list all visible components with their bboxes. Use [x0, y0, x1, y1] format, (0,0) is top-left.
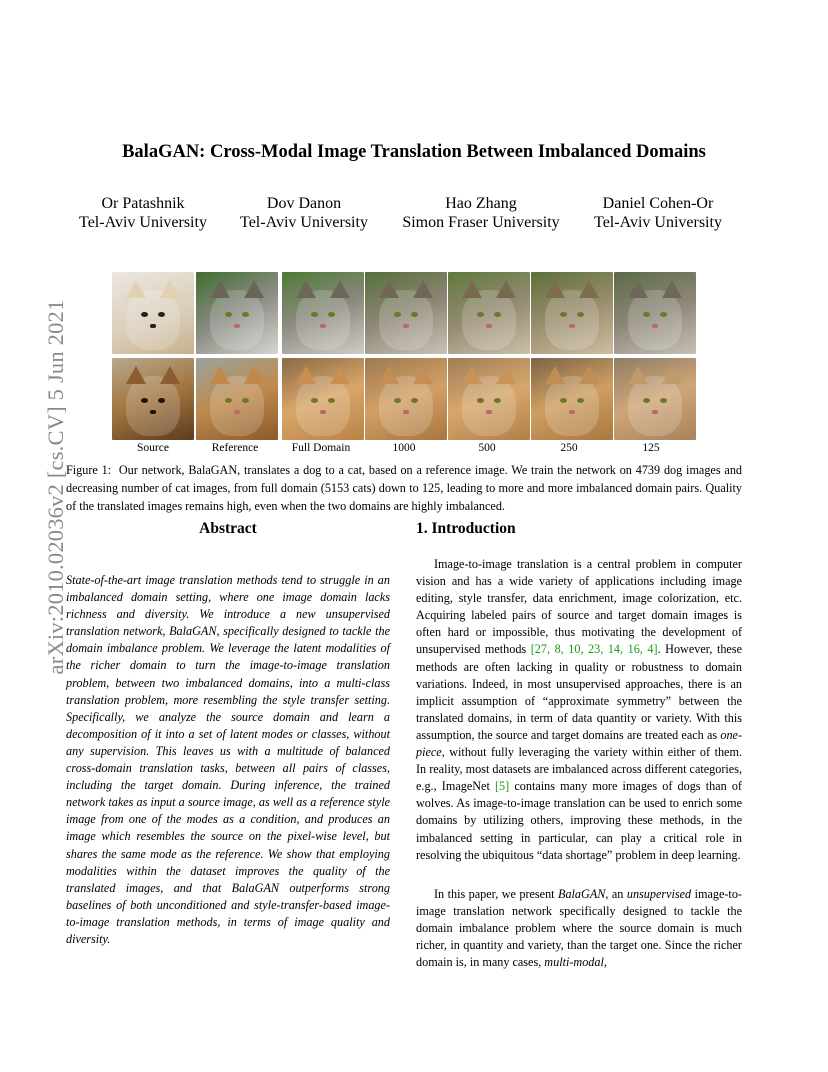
- intro-text: In this paper, we present: [434, 887, 558, 901]
- author-affiliation: Tel-Aviv University: [79, 214, 207, 231]
- figure-column-label: Full Domain: [291, 442, 351, 454]
- translated-cat-photo: [531, 272, 613, 354]
- arxiv-id: arXiv:2010.02036v2 [cs.CV] 5 Jun 2021: [43, 299, 68, 675]
- intro-text: ,: [603, 955, 607, 970]
- figure-column-label: 1000: [392, 442, 416, 454]
- author-affiliation: Tel-Aviv University: [594, 214, 722, 231]
- author-block: [563, 194, 753, 232]
- abstract-text: State-of-the-art image translation methods tend to struggle in an imbalanced domain setting, where one image domain lacks richness and diversity. We introduce a new unsupervised translation network, BalaGAN, specifically designed to tackle the domain imbalance problem. We leverage the latent modalities of the richer domain to turn the image-to-image translation problem, between two imbalanced domains, into a multi-class translation problem, more resembling the style transfer setting. Specifically, we analyze the source domain and learn a decomposition of it into a set of latent modes or classes, without any supervision. This leaves us with a multitude of balanced cross-domain translation tasks, between all pairs of classes, including the target domain. During inference, the trained network takes as input a source image, as well as a reference style image from one of the modes as a condition, and produces an image which resembles the source on the pixel-wise level, but shares the same mode as the reference. We show that employing modalities within the dataset improves the quality of the translated images, and that BalaGAN outperforms strong baselines of both unconditioned and style-transfer-based image-to-image translation methods, in terms of image quality and diversity.: [66, 573, 390, 946]
- author-name: Daniel Cohen-Or: [602, 195, 714, 212]
- source-dog-photo: [112, 358, 194, 440]
- figure-column-label: Reference: [211, 442, 259, 454]
- citation-link[interactable]: [27, 8, 10, 23, 14, 16, 4]: [530, 642, 658, 657]
- source-dog-photo: [112, 272, 194, 354]
- author-name: Or Patashnik: [101, 195, 185, 212]
- figure-column-label: 250: [560, 442, 578, 454]
- intro-emphasis: one-piece: [416, 727, 742, 760]
- abstract-heading: Abstract: [199, 520, 257, 537]
- translated-cat-photo: [282, 272, 364, 354]
- translated-cat-photo: [531, 358, 613, 440]
- intro-text: , an: [605, 887, 627, 901]
- intro-emphasis: multi-modal: [544, 955, 604, 970]
- translated-cat-photo: [282, 358, 364, 440]
- translated-cat-photo: [448, 358, 530, 440]
- figure-caption-label: Figure 1:: [66, 463, 112, 477]
- author-block: [386, 194, 576, 232]
- author-name: Dov Danon: [266, 195, 342, 212]
- figure-column-divider: [279, 272, 281, 440]
- translated-cat-photo: [614, 358, 696, 440]
- introduction-heading: 1. Introduction: [416, 520, 516, 537]
- author-affiliation: Tel-Aviv University: [240, 214, 368, 231]
- intro-text: image-to-image translation network specifically designed to tackle the domain imbalance problem where the source domain is much richer, in quantity and variety, than the target one. Since the richer domain is, in many cases,: [416, 887, 742, 970]
- intro-text: . However, these methods are often lacking in quality or robustness to domain variations. Indeed, in most unsupervised approaches, there is an implicit assumption of “approximate symmetry” between the translated domains, in term of data quantity or variety. With this assumption, the source and target domains are treated each as: [416, 642, 742, 742]
- figure-column-label: 125: [642, 442, 660, 454]
- translated-cat-photo: [365, 272, 447, 354]
- figure-column-label: Source: [137, 442, 169, 454]
- reference-cat-photo: [196, 272, 278, 354]
- intro-text: contains many more images of dogs than of wolves. As image-to-image translation can be used to enrich some domains by utilizing others, improving these methods, in the imbalanced setting in particular, can play a critical role in resolving the ubiquitous “data shortage” problem in deep learning.: [416, 779, 742, 862]
- figure-caption-text: Our network, BalaGAN, translates a dog to a cat, based on a reference image. We train the network on 4739 dog images and decreasing number of cat images, from full domain (5153 cats) down to 125, leading to more and more imbalanced domain pairs. Quality of the translated images remains high, even when the two domains are highly imbalanced.: [66, 463, 743, 513]
- author-affiliation: Simon Fraser University: [402, 214, 560, 231]
- citation-link[interactable]: [5]: [495, 779, 510, 794]
- intro-emphasis: BalaGAN: [558, 887, 606, 901]
- intro-text: Image-to-image translation is a central problem in computer vision and has a wide variety of applications including image editing, style transfer, data enrichment, image colorization, etc. Acquiring labeled pairs of source and target domain images is often hard or impossible, thus motivating the development of unsupervised methods: [416, 557, 742, 657]
- figure-caption: [66, 461, 742, 515]
- intro-text: , without fully leveraging the variety within either of them. In reality, most datasets are imbalanced across different categories, e.g., ImageNet: [416, 745, 742, 794]
- intro-emphasis: unsupervised: [626, 887, 692, 901]
- introduction-paragraph: [416, 556, 742, 864]
- translated-cat-photo: [614, 272, 696, 354]
- translated-cat-photo: [448, 272, 530, 354]
- paper-title: BalaGAN: Cross-Modal Image Translation Between Imbalanced Domains: [122, 142, 706, 162]
- translated-cat-photo: [365, 358, 447, 440]
- figure-image-grid: [112, 272, 695, 440]
- figure-column-label: 500: [478, 442, 496, 454]
- author-name: Hao Zhang: [445, 195, 517, 212]
- author-block: [209, 194, 399, 232]
- reference-cat-photo: [196, 358, 278, 440]
- introduction-paragraph: [416, 886, 742, 971]
